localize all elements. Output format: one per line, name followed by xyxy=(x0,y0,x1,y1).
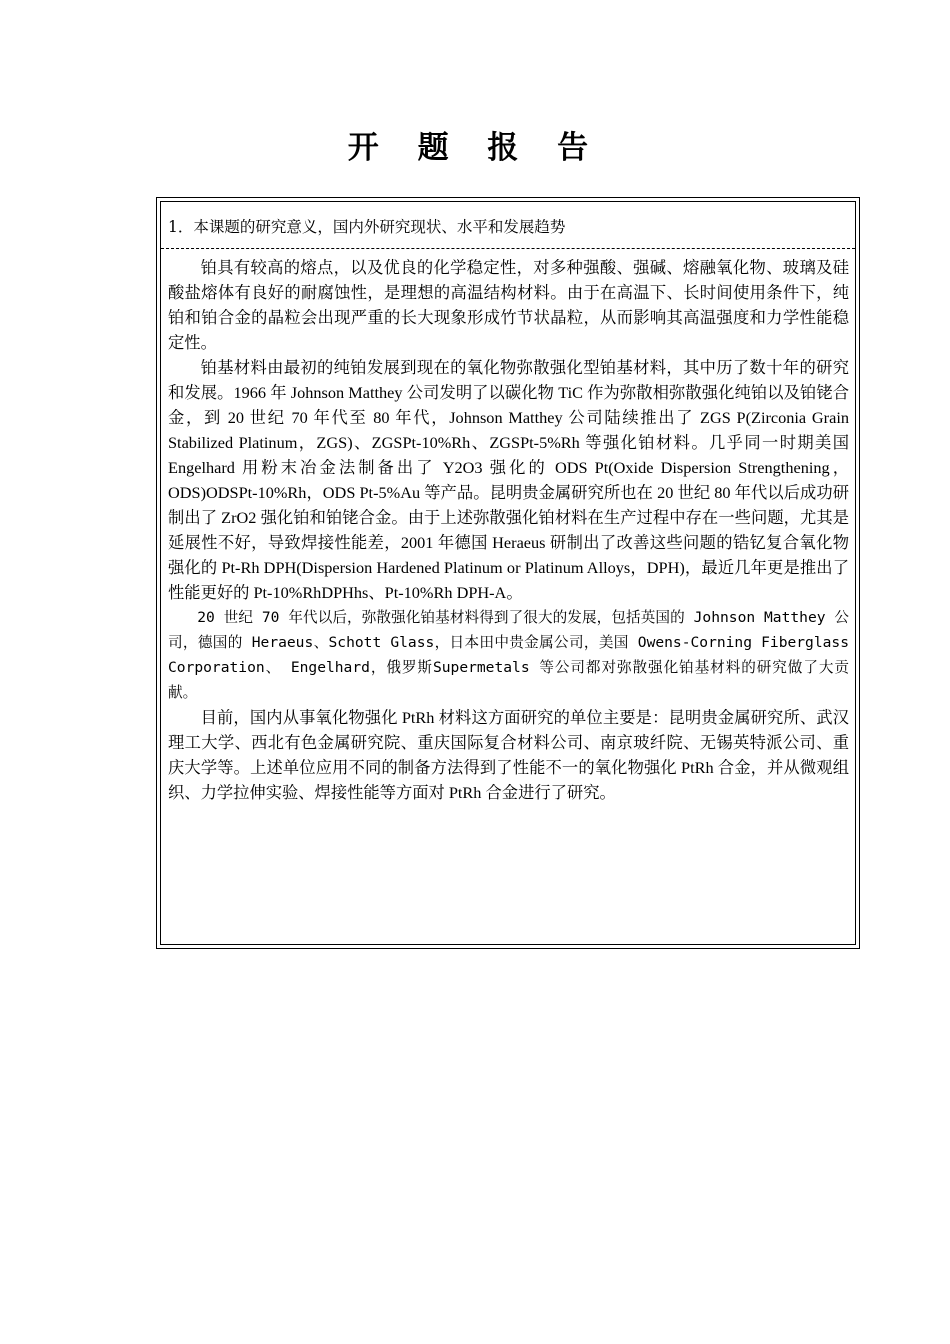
paragraph: 铂具有较高的熔点，以及优良的化学稳定性，对多种强酸、强碱、熔融氧化物、玻璃及硅酸盐熔体有良好的耐腐蚀性，是理想的高温结构材料。由于在高温下、长时间使用条件下，纯铂和铂合金的晶粒会出现严重的长大现象形成竹节状晶粒，从而影响其高温强度和力学性能稳定性。 xyxy=(168,258,849,352)
paragraph: 20 世纪 70 年代以后，弥散强化铂基材料得到了很大的发展，包括英国的 Johnson Matthey 公司，德国的 Heraeus、Schott Glass，日本田中贵金属公司，美国 Owens-Corning Fiberglass Corporation、 Engelhard，俄罗斯Supermetals 等公司都对弥散强化铂基材料的研究做了大贡献。 xyxy=(168,609,849,701)
paragraph: 铂基材料由最初的纯铂发展到现在的氧化物弥散强化型铂基材料，其中历了数十年的研究和发展。1966 年 Johnson Matthey 公司发明了以碳化物 TiC 作为弥散相弥散强化纯铂以及铂铑合金，到 20 世纪 70 年代至 80 年代，Johnson Matthey 公司陆续推出了 ZGS P(Zirconia Grain Stabilized Platinum，ZGS)、ZGSPt-10%Rh、ZGSPt-5%Rh 等强化铂材料。几乎同一时期美国 Engelhard 用粉末冶金法制备出了 Y2O3 强化的 ODS Pt(Oxide Dispersion Strengthening，ODS)ODSPt-10%Rh，ODS Pt-5%Au 等产品。昆明贵金属研究所也在 20 世纪 80 年代以后成功研制出了 ZrO2 强化铂和铂铑合金。由于上述弥散强化铂材料在生产过程中存在一些问题，尤其是延展性不好，导致焊接性能差，2001 年德国 Heraeus 研制出了改善这些问题的锆钇复合氧化物强化的 Pt-Rh DPH(Dispersion Hardened Platinum or Platinum Alloys，DPH)，最近几年更是推出了性能更好的 Pt-10%RhDPHhs、Pt-10%Rh DPH-A。 xyxy=(168,358,849,602)
section-body xyxy=(168,255,849,805)
content-box xyxy=(156,197,860,949)
page-title: 开 题 报 告 xyxy=(347,130,603,166)
paragraph: 目前，国内从事氧化物强化 PtRh 材料这方面研究的单位主要是：昆明贵金属研究所、武汉理工大学、西北有色金属研究院、重庆国际复合材料公司、南京玻纤院、无锡英特派公司、重庆大学等。上述单位应用不同的制备方法得到了性能不一的氧化物强化 PtRh 合金，并从微观组织、力学拉伸实验、焊接性能等方面对 PtRh 合金进行了研究。 xyxy=(168,708,849,802)
dashed-divider xyxy=(161,248,855,249)
content-box-inner xyxy=(160,201,856,945)
section-heading: 1．本课题的研究意义，国内外研究现状、水平和发展趋势 xyxy=(168,218,566,236)
